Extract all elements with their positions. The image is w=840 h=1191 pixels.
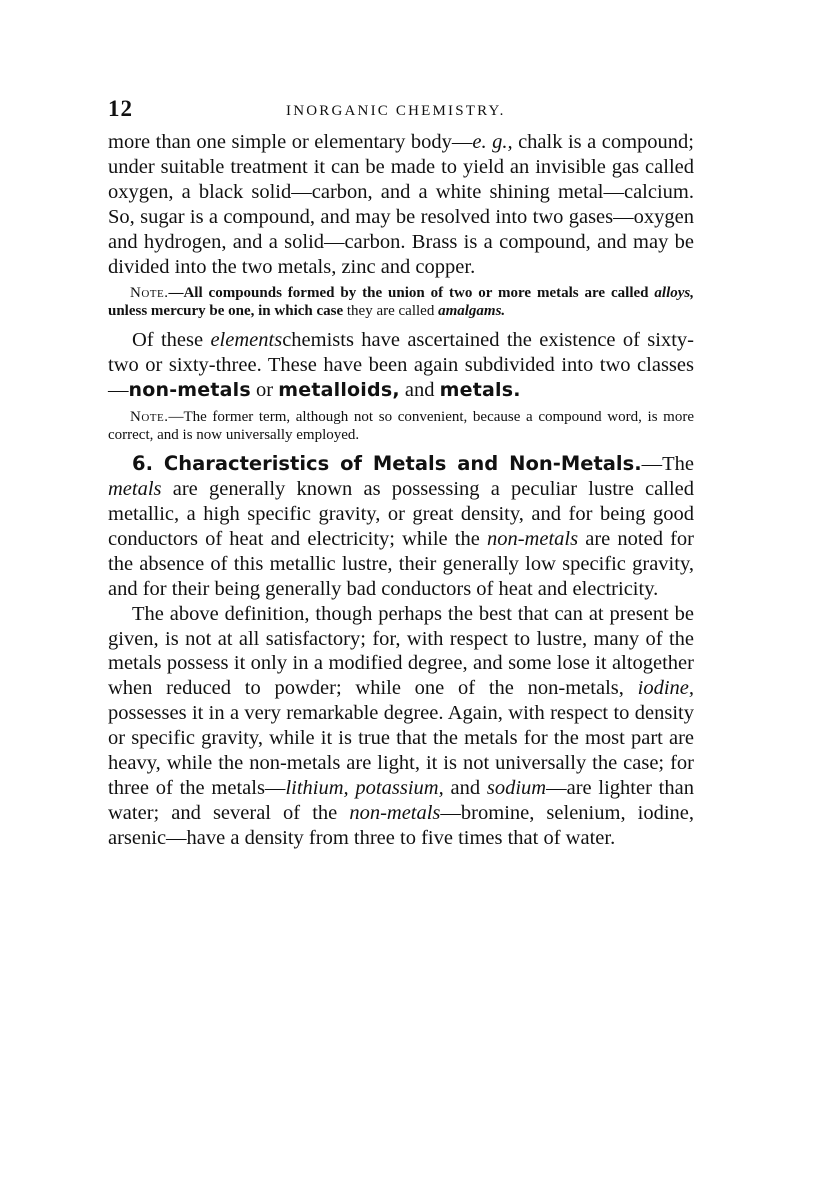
book-page [108, 96, 694, 851]
running-title: INORGANIC CHEMISTRY. [286, 103, 506, 119]
term-non-metals-italic: non-metals [486, 527, 579, 550]
eg-abbrev: e. g., [472, 131, 513, 153]
term-iodine: iodine, [637, 677, 694, 700]
paragraph-definition: The above definition, though perhaps the best that can at present be given, is not at all satisfactory; for, with respect to lustre, many of the metals possess it only in a modified degree, and some lose it altogether when reduced to powder; while one of the non-metals, iodine, possesses it in a very remarkable degree. Again, with respect to density or specific gravity, while it is true that the metals for the most part are heavy, while the non-metals are light, it is not universally the case; for three of the metals—lithium, potassium, and sodium—are lighter than water; and several of the non-metals—bromine, selenium, iodine, arsenic—have a density from three to five times that of water. [108, 602, 694, 849]
term-lithium-potassium: lithium, potassium, [285, 776, 444, 799]
term-metals: metals. [439, 379, 521, 402]
term-metals-italic: metals [108, 478, 162, 501]
note-former-term: Note.—The former term, although not so convenient, because a compound word, is more correct, and is now universally employed. [108, 409, 694, 444]
term-alloys: alloys, [654, 285, 694, 302]
term-non-metals: non-metals [128, 379, 251, 402]
running-head [108, 96, 694, 130]
term-elements: elements [210, 329, 283, 352]
page-number: 12 [108, 96, 133, 121]
paragraph-compounds: more than one simple or elementary body—e. g., chalk is a compound; under suitable treatment it can be made to yield an invisible gas called oxygen, a black solid—carbon, and a white shining metal—calcium. So, sugar is a compound, and may be resolved into two gases—oxygen and hydrogen, and a solid—carbon. Brass is a compound, and may be divided into the two metals, zinc and copper. [108, 131, 694, 278]
term-metalloids: metalloids, [278, 379, 400, 402]
term-amalgams: amalgams. [438, 303, 506, 320]
paragraph-elements: Of these elementschemists have ascertained the existence of sixty-two or sixty-three. These have been again subdivided into two classes—non-metals or metalloids, and metals. [108, 329, 694, 402]
section-heading: 6. Characteristics of Metals and Non-Metals. [132, 452, 642, 476]
note-label: Note. [130, 409, 169, 426]
section-6: 6. Characteristics of Metals and Non-Metals.—The metals are generally known as possessing a peculiar lustre called metallic, a high specific gravity, or great density, and for being good conductors of heat and electricity; while the non-metals are noted for the absence of this metallic lustre, their generally low specific gravity, and for their being generally bad conductors of heat and electricity. [108, 452, 694, 600]
note-alloys: Note.—All compounds formed by the union of two or more metals are called alloys, unless mercury be one, in which case they are called amalgams. [108, 285, 694, 320]
term-non-metals-italic-2: non-metals [349, 801, 441, 824]
term-sodium: sodium [486, 776, 547, 799]
note-label: Note. [130, 285, 169, 302]
